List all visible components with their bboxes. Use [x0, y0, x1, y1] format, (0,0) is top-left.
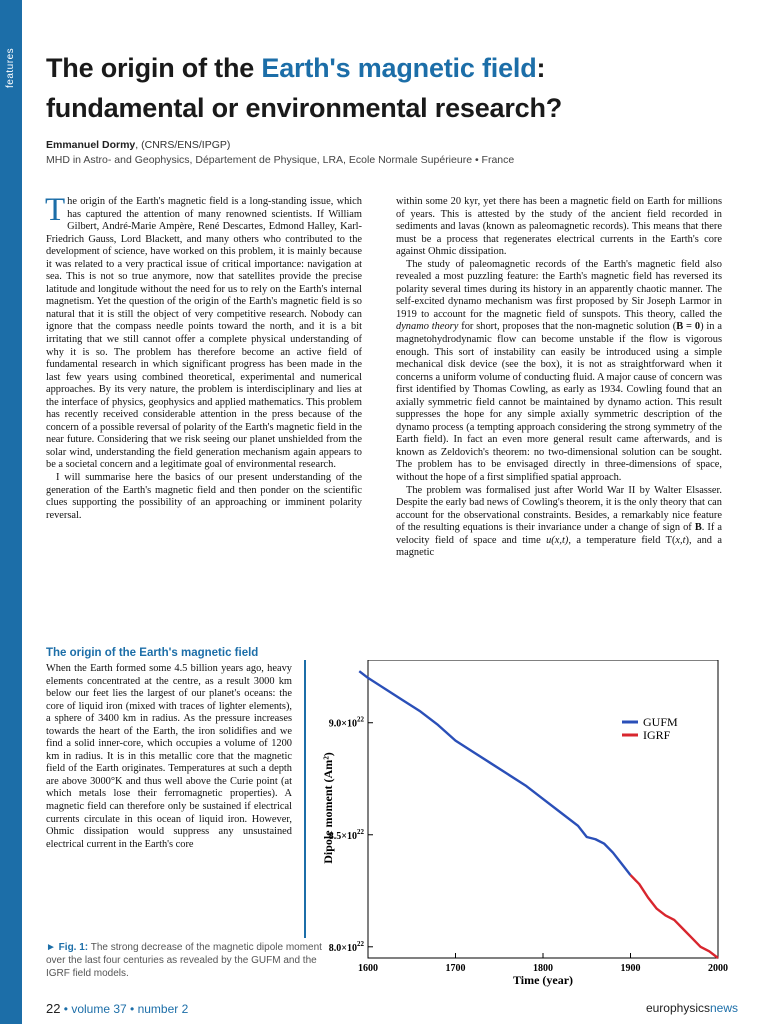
core-paragraph: When the Earth formed some 4.5 billion years ago, heavy elements concentrated at the centre, as a result 3000 km below our feet lies the largest of our planet's oceans: the core of liquid iron (mixed with traces of lighter elements), a sphere of 3400 km in radius. As the pressure increases towards the heart of the Earth, the iron solidifies and we find a solid inner-core, which occupies a volume of 1200 km in radius. It is in this metallic core that the magnetic field of the Earth originates. Temperatures at such a depth are above 3000°K and thus well above the Curie point (at which metals lose their ferromagnetic properties). A magnetic field can therefore only be sustained if electrical currents circulate in this ocean of liquid iron. However, Ohmic dissipation would suppress any unsustained electrical current in the Earth's core: [46, 663, 292, 850]
right-paragraph-2: The study of paleomagnetic records of the Earth's magnetic field also revealed a most puzzling feature: the Earth's magnetic field has reversed its polarity several times during its history in an apparently chaotic manner. The self-excited dynamo mechanism was first proposed by Sir Joseph Larmor in 1919 to account for the magnetic field of sunspots. This theory, called the dynamo theory for short, proposes that the non-magnetic solution (B = 0) in a magnetohydrodynamic flow can become unstable if the flow is vigorous enough. This sort of instability can easily be introduced using a simple mechanical disk device (see the box), it is not as straightforward when it concerns a uniform volume of conducting fluid. A major cause of concern was first identified by Thomas Cowling, as early as 1934. Cowling found that an axially symmetric field cannot be maintained by dynamo action. This result suppresses the hope for any simple axially symmetric description of the dynamo process (a tempting approach considering the strong symmetry of the Earth field). In fact an even more general result came afterwards, and is known as Zeldovich's theorem: no two-dimensional solution can be sought. The problem has to be envisaged directly in three-dimensions of space, without the hope of a first simplified spatial approach.: [396, 258, 722, 484]
left-column-core: [46, 663, 292, 851]
footer-brand: europhysicsnews: [645, 1001, 738, 1015]
series-line-gufm: [359, 671, 630, 875]
dipole-moment-chart: [310, 660, 730, 990]
x-tick-label: 1600: [358, 963, 378, 974]
author-name: Emmanuel Dormy: [46, 139, 136, 151]
summary-paragraph: I will summarise here the basics of our present understanding of the generation of the Earth's magnetic field and then ponder on the scientific clues supporting the possibility of an approaching or imminent polarity reversal.: [46, 472, 362, 521]
x-tick-label: 2000: [708, 963, 728, 974]
x-axis-label: Time (year): [512, 973, 574, 987]
x-tick-label: 1800: [533, 963, 553, 974]
right-column: [396, 196, 722, 560]
section-heading: The origin of the Earth's magnetic field: [46, 647, 259, 659]
y-axis-label: Dipole moment (Am²): [321, 752, 335, 864]
section-label: features: [5, 47, 16, 88]
right-paragraph-1: within some 20 kyr, yet there has been a magnetic field on Earth for millions of years. This is attested by the study of the ancient field recorded in sediments and lavas (known as paleomagnetic records). This means that there must be a process that regenerates electrical currents in the Earth's core against Ohmic dissipation.: [396, 196, 722, 258]
x-tick-label: 1900: [620, 963, 641, 974]
figure-caption: ► Fig. 1: The strong decrease of the magnetic dipole moment over the last four centuries as revealed by the GUFM and the IGRF field models.: [46, 942, 322, 979]
title-line2: fundamental or environmental research?: [46, 93, 563, 123]
affiliation: MHD in Astro- and Geophysics, Département de Physique, LRA, Ecole Normale Supérieure • France: [46, 154, 515, 166]
figure-divider: [304, 660, 306, 938]
chart-legend: [622, 715, 678, 742]
left-column-intro: [45, 192, 362, 522]
legend-label: IGRF: [643, 728, 671, 742]
figure-label: ► Fig. 1:: [46, 942, 89, 953]
intro-paragraph: The origin of the Earth's magnetic field is a long-standing issue, which has captured the attention of many renowned scientists. If William Gilbert, André-Marie Ampère, René Descartes, Edmond Halley, Karl-Friedrich Gauss, Lord Blackett, and many others who contributed to the development of science, have worked on this problem, it is mainly because it was related to a very practical issue of critical importance: navigation at sea. This is not so true anymore, now that satellites provide the precise latitude and longitude without the need for us to rely on the Earth's internal magnetism. Yet the question of the origin of the Earth's magnetic field is so natural that it is still the object of very competitive research. Nobody can ignore that the compass needle points toward the north, and it is a bit irritating that we still cannot offer a complete physical understanding of why it is so. The problem has therefore become an active field of fundamental research in which significant progress has been made in the last few years using combined theoretical, experimental and numerical approaches. By its very nature, the problem is interdisciplinary and lies at the interface of physics, geophysics and applied mathematics. This problem has recently received considerable attention in the press because of the concern of a possible reversal of polarity of the Earth's magnetic field in the near future. Considering that we risk seeing our planet unshielded from the solar wind, understanding the field generation mechanism again appears to be a societal concern and a legitimate goal of environmental research.: [45, 192, 362, 471]
plot-frame: [368, 660, 718, 958]
series-line-igrf: [631, 875, 719, 958]
x-tick-label: 1700: [445, 963, 466, 974]
y-tick-label: $9.0\times 10^{22}$: [328, 715, 364, 730]
footer-issue: 22 • volume 37 • number 2: [46, 1001, 189, 1016]
article-title: The origin of the Earth's magnetic field: fundamental or environmental research?: [46, 53, 563, 123]
section-tab: [0, 0, 22, 1024]
y-tick-label: $8.5\times 10^{22}$: [328, 827, 364, 842]
y-tick-label: $8.0\times 10^{22}$: [328, 939, 364, 954]
right-paragraph-3: The problem was formalised just after World War II by Walter Elsasser. Despite the early bad news of Cowling's theorem, it is the only theory that can account for the observational constraints. Besides, a remarkably nice feature of the resulting equations is their invariance under a change of sign of B. If a velocity field of space and time u(x,t), a temperature field T(x,t), and a magnetic: [396, 484, 722, 559]
legend-label: GUFM: [643, 715, 678, 729]
drop-cap: T: [45, 192, 66, 228]
page-number: 22: [46, 1001, 61, 1016]
author-line: Emmanuel Dormy, (CNRS/ENS/IPGP): [46, 139, 231, 151]
title-accent: Earth's magnetic field: [261, 53, 537, 83]
